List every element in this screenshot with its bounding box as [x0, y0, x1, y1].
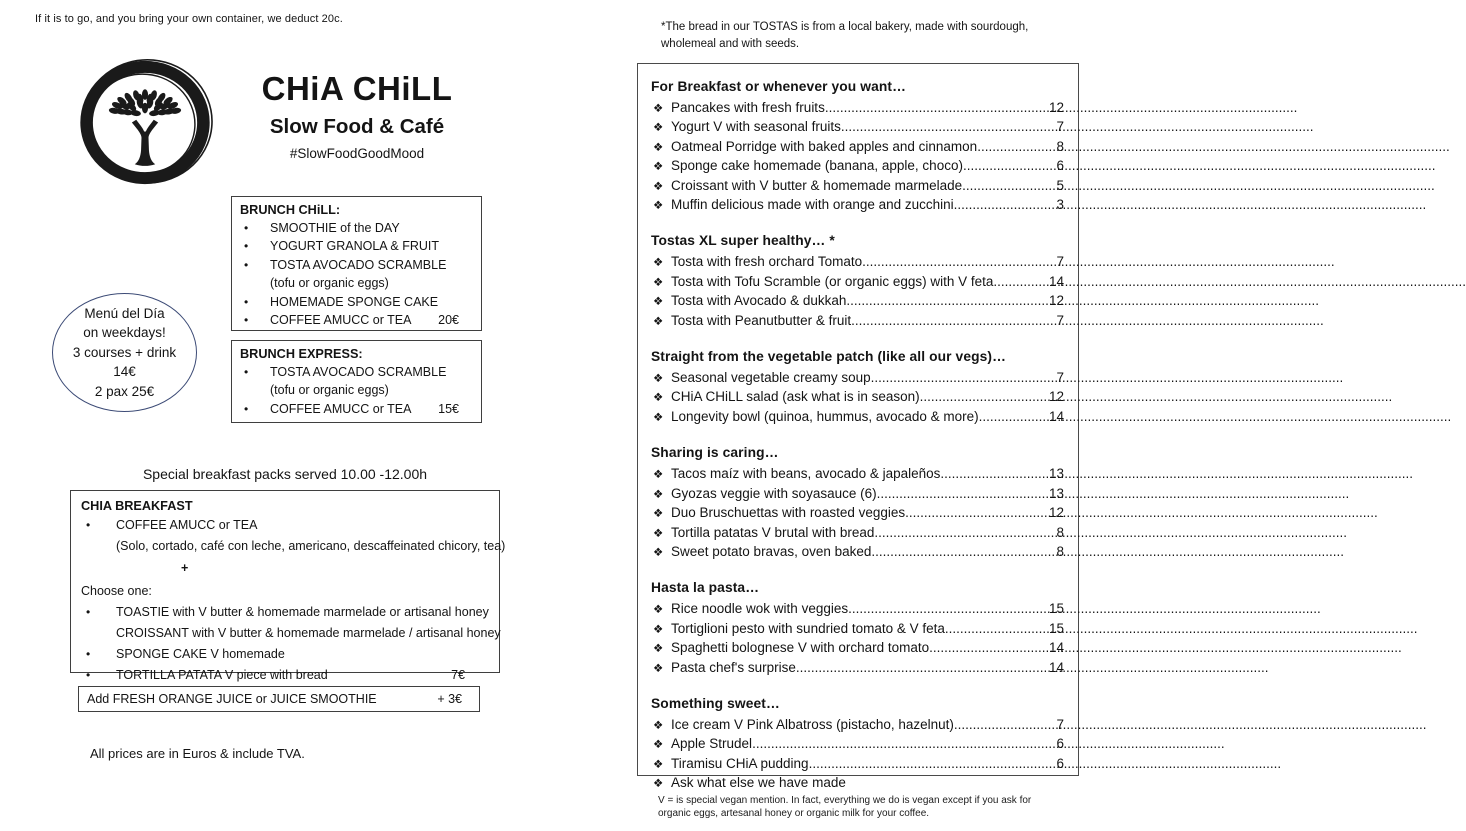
menu-item-text: Rice noodle wok with veggies — [671, 601, 849, 617]
dot-leader — [841, 118, 1057, 135]
menu-line — [240, 311, 473, 329]
menu-item-text: Tosta with Tofu Scramble (or organic eggs) with V feta — [671, 273, 994, 289]
bullet-dot-icon: • — [86, 647, 91, 661]
menu-item-text: Croissant with V butter & homemade marmelade — [671, 177, 963, 193]
diamond-bullet-icon: ❖ — [653, 392, 664, 405]
menu-item — [651, 465, 1064, 484]
section-title: Something sweet… — [651, 695, 780, 711]
tostas-bread-note-line2: wholemeal and with seeds. — [661, 38, 800, 50]
menu-del-dia-line: Menú del Día — [84, 305, 165, 321]
menu-item-text: Ice cream V Pink Albatross (pistacho, hazelnut) — [671, 716, 954, 732]
brunch-express-title: BRUNCH EXPRESS: — [240, 347, 363, 361]
diamond-bullet-icon: ❖ — [653, 604, 664, 617]
menu-line-text: COFFEE AMUCC or TEA — [270, 313, 412, 328]
diamond-bullet-icon: ❖ — [653, 257, 664, 270]
diamond-bullet-icon: ❖ — [653, 200, 664, 213]
dot-leader — [874, 524, 1056, 541]
menu-line — [240, 363, 473, 381]
dot-leader — [962, 177, 1056, 194]
menu-item-text: Tacos maíz with beans, avocado & japaleños — [671, 466, 941, 482]
menu-line — [240, 381, 473, 399]
brunch-chill-title: BRUNCH CHiLL: — [240, 203, 341, 217]
brunch-chill-box — [231, 196, 482, 331]
menu-line-text: TORTILLA PATATA V piece with bread — [116, 668, 328, 682]
menu-item-price: 6 — [1056, 158, 1064, 174]
menu-line — [181, 560, 489, 577]
diamond-bullet-icon: ❖ — [653, 546, 664, 559]
menu-line-text: TOSTA AVOCADO SCRAMBLE — [270, 257, 447, 272]
bullet-dot-icon: • — [244, 365, 249, 379]
menu-item-text: Oatmeal Porridge with baked apples and cinnamon — [671, 138, 978, 154]
section-title: Hasta la pasta… — [651, 580, 760, 596]
menu-line-text: (tofu or organic eggs) — [270, 276, 389, 291]
menu-item-price: 14 — [1048, 273, 1064, 289]
menu-item-text: Sweet potato bravas, oven baked — [671, 543, 872, 559]
dot-leader — [871, 543, 1056, 560]
menu-item — [651, 196, 1064, 215]
breakfast-packs-heading: Special breakfast packs served 10.00 -12.00h — [142, 466, 428, 482]
menu-line-text: COFFEE AMUCC or TEA — [116, 518, 258, 532]
bullet-dot-icon: • — [244, 257, 249, 272]
menu-item — [651, 118, 1064, 137]
menu-item-price: 7 — [1056, 370, 1064, 386]
menu-item — [651, 408, 1064, 427]
menu-item-text: Muffin delicious made with orange and zucchini — [671, 197, 954, 213]
menu-item — [651, 639, 1064, 658]
menu-item-text: Pancakes with fresh fruits — [671, 100, 825, 115]
menu-section — [651, 78, 1064, 215]
menu-item-text: Sponge cake homemade (banana, apple, choco) — [671, 158, 963, 174]
menu-item-price: 12 — [1048, 100, 1064, 115]
menu-line — [240, 237, 473, 255]
menu-item-text: Ask what else we have made — [671, 775, 846, 791]
menu-item — [651, 543, 1064, 562]
menu-item — [651, 369, 1064, 388]
menu-item — [651, 273, 1064, 292]
section-title: Tostas XL super healthy… * — [651, 233, 835, 249]
brand-title: CHiA CHiLL — [261, 70, 453, 107]
menu-item-price: 8 — [1056, 138, 1064, 154]
menu-item-text: Duo Bruschuettas with roasted veggies — [671, 505, 906, 521]
dot-leader — [979, 408, 1049, 425]
menu-item-text: Spaghetti bolognese V with orchard tomato — [671, 640, 930, 656]
dot-leader — [977, 138, 1056, 155]
menu-sections-box — [637, 63, 1079, 820]
tostas-bread-note-line1: *The bread in our TOSTAS is from a local bakery, made with sourdough, — [661, 21, 1029, 33]
menu-item — [651, 735, 1064, 754]
section-title: Straight from the vegetable patch (like all our vegs)… — [651, 349, 1006, 365]
dot-leader — [846, 292, 1049, 309]
menu-item-price: 14 — [1048, 640, 1064, 656]
menu-line — [240, 256, 473, 274]
vegan-footnote — [651, 794, 1064, 831]
menu-line-text: (Solo, cortado, café con leche, americano, descaffeinated chicory, tea) — [116, 539, 506, 553]
menu-item — [651, 774, 1064, 793]
menu-line — [240, 219, 473, 237]
menu-item-price: 8 — [1056, 524, 1064, 540]
dot-leader — [905, 504, 1049, 521]
diamond-bullet-icon: ❖ — [653, 411, 664, 424]
diamond-bullet-icon: ❖ — [653, 103, 664, 115]
menu-item-text: Seasonal vegetable creamy soup — [671, 370, 871, 386]
menu-line-text: Choose one: — [81, 584, 152, 598]
menu-item — [651, 524, 1064, 543]
menu-item-price: 13 — [1048, 485, 1064, 501]
brunch-express-box — [231, 340, 482, 423]
menu-item-text: Longevity bowl (quinoa, hummus, avocado & more) — [671, 408, 979, 424]
brand-subtitle: Slow Food & Café — [269, 115, 445, 138]
bullet-dot-icon: • — [86, 605, 91, 619]
menu-item-price: 15 — [1048, 601, 1064, 617]
dot-leader — [963, 157, 1057, 174]
diamond-bullet-icon: ❖ — [653, 508, 664, 521]
diamond-bullet-icon: ❖ — [653, 469, 664, 482]
menu-section — [651, 579, 1064, 678]
vegan-footnote-line1: V = is special vegan mention. In fact, everything we do is vegan except if you ask for — [658, 794, 1032, 806]
menu-item — [651, 485, 1064, 504]
diamond-bullet-icon: ❖ — [653, 276, 664, 289]
dot-leader — [945, 620, 1049, 637]
menu-del-dia-line: 3 courses + drink — [72, 344, 177, 360]
menu-item — [651, 157, 1064, 176]
menu-del-dia-badge — [52, 293, 197, 412]
bullet-dot-icon: • — [244, 221, 249, 235]
menu-item-text: CHiA CHiLL salad (ask what is in season) — [671, 389, 920, 405]
brand-block — [233, 70, 481, 161]
menu-item — [651, 388, 1064, 407]
add-juice-box — [78, 686, 480, 712]
menu-line-price: 20€ — [438, 313, 459, 328]
menu-item — [651, 755, 1064, 774]
menu-item-price: 7 — [1056, 254, 1064, 270]
menu-item-price: 7 — [1056, 312, 1064, 328]
menu-item-price: 15 — [1048, 620, 1064, 636]
menu-item-text: Gyozas veggie with soyasauce (6) — [671, 485, 877, 501]
menu-item-text: Tortiglioni pesto with sundried tomato & V feta — [671, 620, 945, 636]
diamond-bullet-icon: ❖ — [653, 662, 664, 675]
menu-item — [651, 292, 1064, 311]
vegan-footnote-line2: organic eggs, artesanal honey or organic milk for your coffee. — [658, 808, 930, 820]
menu-line — [81, 667, 489, 684]
menu-item-text: Tosta with Peanutbutter & fruit — [671, 312, 852, 328]
dot-leader — [752, 735, 1056, 752]
menu-item-price: 3 — [1056, 197, 1064, 213]
dot-leader — [920, 388, 1049, 405]
dot-leader — [862, 253, 1056, 270]
diamond-bullet-icon: ❖ — [653, 719, 664, 732]
menu-line-text: TOSTA AVOCADO SCRAMBLE — [270, 365, 447, 379]
bullet-dot-icon: • — [86, 518, 91, 532]
menu-line — [240, 274, 473, 292]
diamond-bullet-icon: ❖ — [653, 315, 664, 328]
bullet-dot-icon: • — [244, 313, 249, 328]
menu-del-dia-line: on weekdays! — [83, 325, 166, 341]
bullet-dot-icon: • — [244, 239, 249, 254]
menu-line-text: SMOOTHIE of the DAY — [270, 221, 400, 235]
menu-item-price: 7 — [1056, 716, 1064, 732]
menu-line — [81, 517, 489, 534]
menu-item-text: Tortilla patatas V brutal with bread — [671, 524, 875, 540]
diamond-bullet-icon: ❖ — [653, 758, 664, 771]
menu-item — [651, 620, 1064, 639]
menu-item-price: 5 — [1056, 177, 1064, 193]
diamond-bullet-icon: ❖ — [653, 623, 664, 636]
menu-line-text: HOMEMADE SPONGE CAKE — [270, 294, 439, 309]
diamond-bullet-icon: ❖ — [653, 141, 664, 154]
togo-note: If it is to go, and you bring your own container, we deduct 20c. — [35, 13, 343, 25]
menu-item — [651, 659, 1064, 678]
dot-leader — [993, 273, 1049, 290]
diamond-bullet-icon: ❖ — [653, 373, 664, 386]
diamond-bullet-icon: ❖ — [653, 122, 664, 135]
bullet-dot-icon: • — [244, 401, 249, 416]
menu-line-price: 7€ — [451, 668, 465, 682]
menu-line-text: CROISSANT with V butter & homemade marmelade / artisanal honey — [116, 626, 501, 640]
dot-leader — [848, 600, 1049, 617]
diamond-bullet-icon: ❖ — [653, 161, 664, 174]
menu-line — [81, 625, 501, 642]
menu-item-price: 14 — [1048, 408, 1064, 424]
dot-leader — [954, 716, 1057, 733]
menu-line — [81, 604, 489, 621]
menu-del-dia-line: 14€ — [113, 364, 136, 380]
diamond-bullet-icon: ❖ — [653, 739, 664, 752]
menu-item-price: 8 — [1056, 543, 1064, 559]
menu-item — [651, 177, 1064, 196]
chia-breakfast-title: CHIA BREAKFAST — [81, 499, 193, 513]
menu-section — [651, 695, 1064, 794]
menu-item-price: 12 — [1048, 505, 1064, 521]
section-title: For Breakfast or whenever you want… — [651, 79, 906, 94]
menu-del-dia-line: 2 pax 25€ — [94, 383, 155, 399]
menu-line — [240, 293, 473, 311]
menu-item-price: 6 — [1056, 736, 1064, 752]
menu-item-text: Pasta chef's surprise — [671, 659, 796, 675]
menu-item-price: 12 — [1048, 389, 1064, 405]
menu-item — [651, 312, 1064, 331]
prices-footer-note: All prices are in Euros & include TVA. — [90, 746, 305, 761]
chia-breakfast-box — [70, 490, 506, 682]
menu-item-price: 6 — [1056, 755, 1064, 771]
bullet-dot-icon: • — [244, 294, 249, 309]
menu-item-text: Tosta with Avocado & dukkah — [671, 293, 847, 309]
menu-item-text: Tosta with fresh orchard Tomato — [671, 254, 863, 270]
menu-line-text: (tofu or organic eggs) — [270, 383, 389, 398]
dot-leader — [825, 99, 1049, 116]
dot-leader — [954, 196, 1057, 213]
add-juice-text: Add FRESH ORANGE JUICE or JUICE SMOOTHIE — [87, 692, 377, 706]
menu-section — [651, 232, 1064, 331]
dot-leader — [929, 639, 1049, 656]
diamond-bullet-icon: ❖ — [653, 180, 664, 193]
dot-leader — [796, 659, 1049, 676]
menu-line — [240, 400, 473, 418]
menu-item-price: 14 — [1048, 659, 1064, 675]
menu-item-text: Tiramisu CHiA pudding — [671, 755, 809, 771]
menu-line — [81, 646, 489, 663]
menu-line-text: YOGURT GRANOLA & FRUIT — [270, 239, 440, 254]
menu-item-text: Apple Strudel — [671, 736, 753, 752]
menu-item — [651, 716, 1064, 735]
add-juice-price: + 3€ — [437, 692, 462, 706]
menu-line-text: SPONGE CAKE V homemade — [116, 647, 285, 661]
dot-leader — [877, 485, 1049, 502]
menu-item-price: 12 — [1048, 293, 1064, 309]
menu-item — [651, 504, 1064, 523]
menu-item-price: 7 — [1056, 119, 1064, 135]
menu-line-price: 15€ — [438, 401, 459, 416]
dot-leader — [851, 312, 1056, 329]
menu-line — [81, 583, 489, 600]
menu-item — [651, 138, 1064, 157]
menu-item-price: 13 — [1048, 466, 1064, 482]
menu-item — [651, 600, 1064, 619]
diamond-bullet-icon: ❖ — [653, 643, 664, 656]
bullet-dot-icon: • — [86, 668, 91, 682]
diamond-bullet-icon: ❖ — [653, 488, 664, 501]
menu-line-text: TOASTIE with V butter & homemade marmelade or artisanal honey — [116, 605, 489, 619]
section-title: Sharing is caring… — [651, 445, 779, 461]
menu-line-text: + — [181, 561, 189, 575]
menu-item — [651, 253, 1064, 272]
menu-section — [651, 444, 1064, 562]
menu-section — [651, 348, 1064, 427]
tree-in-circle-logo-icon — [72, 53, 218, 192]
dot-leader — [809, 755, 1057, 772]
dot-leader — [871, 369, 1057, 386]
tostas-bread-note — [661, 19, 1091, 53]
menu-line-text: COFFEE AMUCC or TEA — [270, 401, 412, 416]
brand-hashtag: #SlowFoodGoodMood — [289, 146, 425, 161]
menu-item — [651, 99, 1064, 118]
diamond-bullet-icon: ❖ — [653, 527, 664, 540]
diamond-bullet-icon: ❖ — [653, 296, 664, 309]
menu-line — [81, 538, 506, 555]
dot-leader — [940, 465, 1049, 482]
diamond-bullet-icon: ❖ — [653, 778, 664, 791]
menu-item-text: Yogurt V with seasonal fruits — [671, 119, 841, 135]
